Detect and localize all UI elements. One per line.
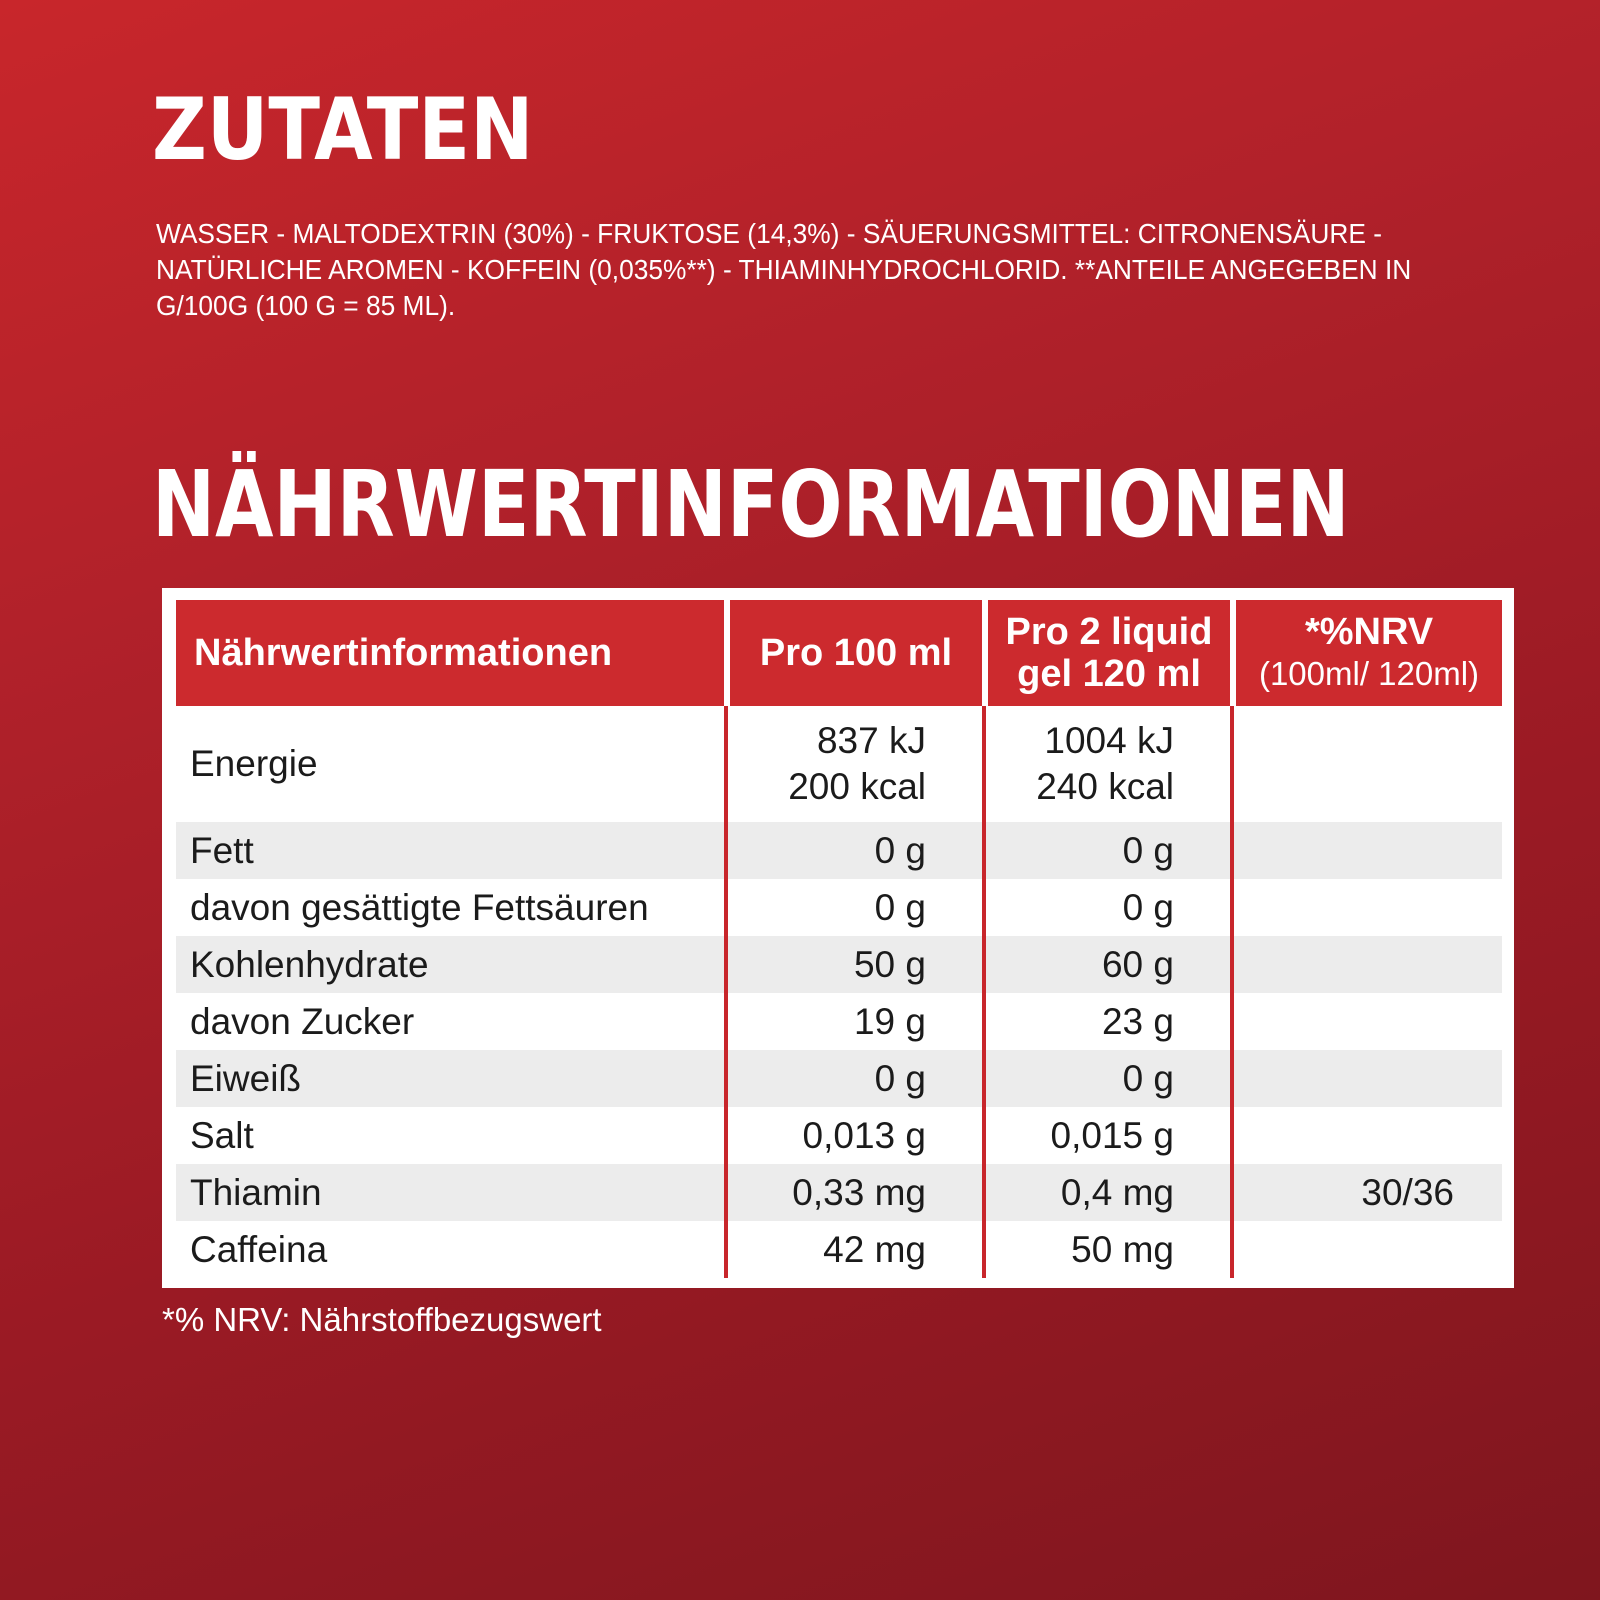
value-nrv <box>1230 1050 1502 1107</box>
table-row <box>176 822 1502 879</box>
header-per-100ml: Pro 100 ml <box>724 600 982 706</box>
table-row <box>176 1221 1502 1278</box>
header-per-120ml <box>982 600 1230 706</box>
value-per-120ml <box>982 706 1230 822</box>
value-per-100ml: 0 g <box>724 822 982 879</box>
value-per-120ml: 0,4 mg <box>982 1164 1230 1221</box>
row-label: Kohlenhydrate <box>176 936 724 993</box>
value-nrv <box>1230 822 1502 879</box>
value-kcal: 200 kcal <box>788 766 926 807</box>
value-nrv <box>1230 706 1502 822</box>
value-per-100ml: 19 g <box>724 993 982 1050</box>
table-row <box>176 1050 1502 1107</box>
value-per-100ml: 0,013 g <box>724 1107 982 1164</box>
table-row <box>176 1107 1502 1164</box>
value-kcal: 240 kcal <box>1036 766 1174 807</box>
table-header-row <box>176 600 1502 706</box>
row-label: Salt <box>190 1114 254 1156</box>
nutrition-table-panel <box>162 588 1514 1288</box>
ingredients-text: WASSER - MALTODEXTRIN (30%) - FRUKTOSE (14,3%) - SÄUERUNGSMITTEL: CITRONENSÄURE - NATÜRLICHE AROMEN - KOFFEIN (0,035%**) - THIAMINHYDROCHLORID. **ANTEILE ANGEGEBEN IN G/100G (100 G = 85 ML). <box>156 218 1412 321</box>
value-per-100ml: 0,33 mg <box>724 1164 982 1221</box>
value-per-120ml: 50 mg <box>982 1221 1230 1278</box>
value-kj: 837 kJ <box>816 720 926 761</box>
value-kj: 1004 kJ <box>1044 720 1174 761</box>
value-per-120ml: 0 g <box>982 1050 1230 1107</box>
row-label: davon Zucker <box>190 1000 415 1042</box>
header-nrv-line1: *%NRV <box>1304 611 1434 653</box>
row-label: davon gesättigte Fettsäuren <box>190 886 649 928</box>
header-nutrient: Nährwertinformationen <box>176 600 724 706</box>
row-label: Caffeina <box>190 1228 328 1270</box>
value-per-100ml: 0 g <box>724 1050 982 1107</box>
table-row <box>176 706 1502 822</box>
nrv-footnote: *% NRV: Nährstoffbezugswert <box>162 1301 602 1338</box>
row-label: Energie <box>190 743 318 784</box>
row-label: Eiweiß <box>176 1050 724 1107</box>
value-nrv <box>1230 879 1502 936</box>
value-nrv <box>1230 1221 1502 1278</box>
value-per-120ml: 0,015 g <box>982 1107 1230 1164</box>
value-per-100ml: 50 g <box>724 936 982 993</box>
row-label: Fett <box>176 822 724 879</box>
header-per-120ml-line1: Pro 2 liquid <box>1005 611 1213 653</box>
header-per-120ml-line2: gel 120 ml <box>1017 653 1201 695</box>
value-per-120ml: 0 g <box>982 879 1230 936</box>
value-nrv <box>1230 1107 1502 1164</box>
nutrition-title: NÄHRWERTINFORMATIONEN <box>152 451 1350 558</box>
value-per-100ml <box>724 706 982 822</box>
value-nrv <box>1230 936 1502 993</box>
value-nrv <box>1230 993 1502 1050</box>
table-row <box>176 879 1502 936</box>
header-nrv <box>1230 600 1502 706</box>
header-nrv-line2: (100ml/ 120ml) <box>1258 655 1480 692</box>
value-per-120ml: 0 g <box>982 822 1230 879</box>
table-row <box>176 936 1502 993</box>
row-label: Thiamin <box>176 1164 724 1221</box>
table-row <box>176 1164 1502 1221</box>
value-per-120ml: 23 g <box>982 993 1230 1050</box>
value-nrv: 30/36 <box>1230 1164 1502 1221</box>
nutrition-table <box>176 600 1502 1278</box>
ingredients-title: ZUTATEN <box>152 80 534 180</box>
value-per-120ml: 60 g <box>982 936 1230 993</box>
value-per-100ml: 42 mg <box>724 1221 982 1278</box>
value-per-100ml: 0 g <box>724 879 982 936</box>
table-row <box>176 993 1502 1050</box>
